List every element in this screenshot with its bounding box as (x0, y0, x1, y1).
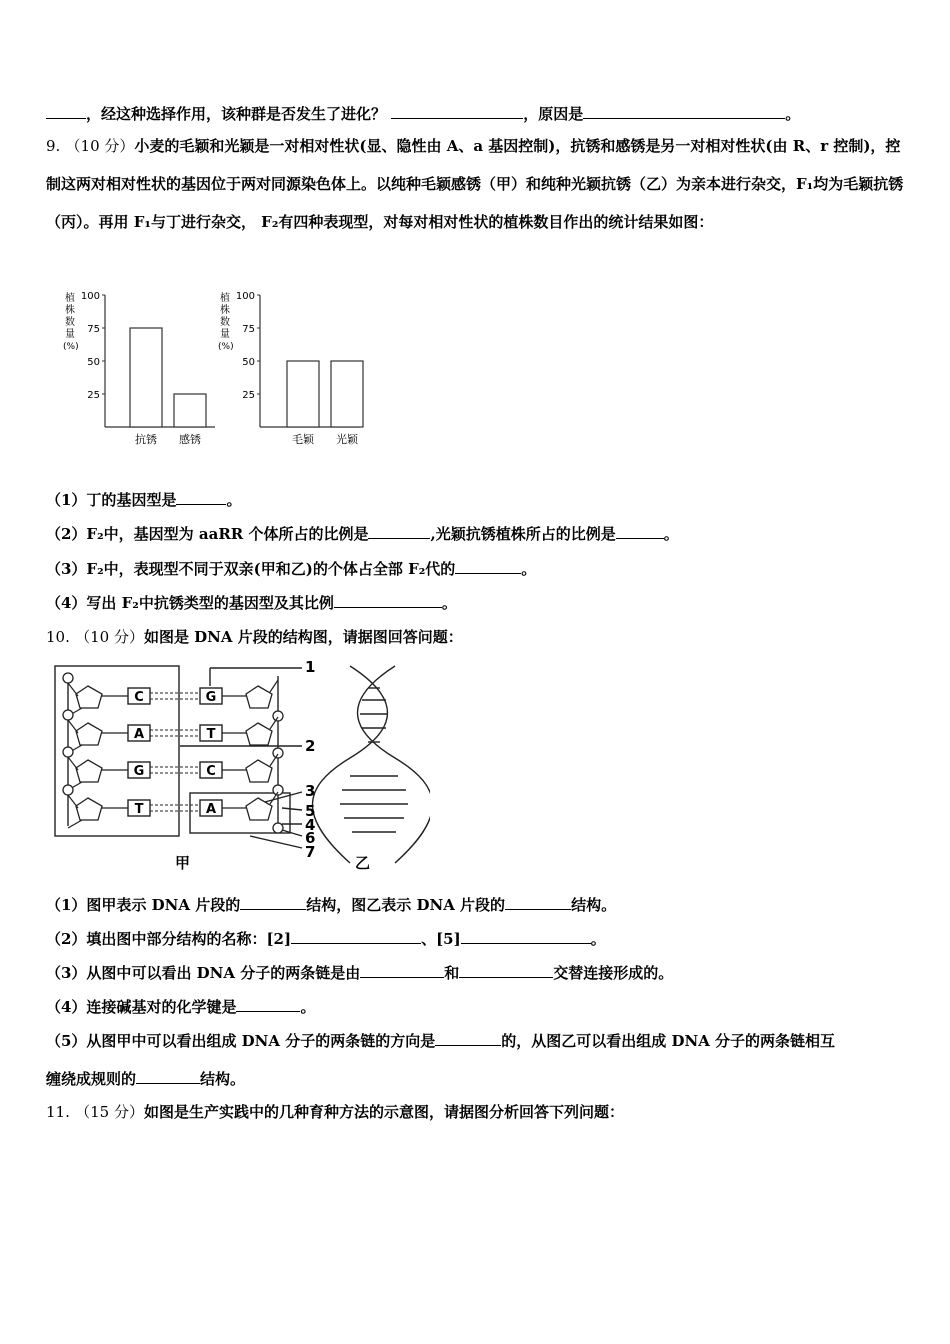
base-letter-right: A (205, 802, 217, 817)
phosphate-icon (273, 823, 283, 833)
base-letter-left: G (133, 764, 145, 779)
helix-strand-a (313, 666, 388, 863)
deoxyribose-icon (76, 760, 102, 782)
q10-sub2: （2）填出图中部分结构的名称：[2] 、[5] 。 (46, 930, 606, 948)
q10-sub5-blank-2[interactable] (136, 1069, 200, 1084)
q11-stem (46, 1102, 624, 1122)
q10-sub3: （3）从图中可以看出 DNA 分子的两条链是由 和 交替连接形成的。 (46, 964, 674, 982)
q9-sub3: （3）F₂中，表现型不同于双亲(甲和乙)的个体占全部 F₂代的 。 (46, 560, 537, 578)
phosphate-icon (63, 710, 73, 720)
bond-line (270, 680, 278, 692)
q10-sub4-blank[interactable] (236, 997, 300, 1012)
chart-glume-type (218, 291, 363, 446)
helix-strand-b (358, 666, 431, 863)
y-tick-label: 25 (242, 390, 255, 401)
q9-sub2: （2）F₂中，基因型为 aaRR 个体所占的比例是 ,光颖抗锈植株所占的比例是 。 (46, 525, 679, 543)
callout-3: 3 (305, 782, 316, 800)
bar (287, 361, 319, 427)
x-tick-label: 感锈 (179, 433, 201, 446)
callout-6: 6 (305, 829, 316, 847)
q11-text: 如图是生产实践中的几种育种方法的示意图，请据图分析回答下列问题： (143, 1103, 624, 1121)
deoxyribose-icon (76, 686, 102, 708)
q8-blank-3[interactable] (583, 104, 785, 119)
y-axis-unit: (%) (63, 342, 79, 352)
q8-blank-2[interactable] (391, 104, 523, 119)
x-tick-label: 抗锈 (135, 433, 157, 446)
q10-sub4: （4）连接碱基对的化学键是 。 (46, 998, 316, 1016)
q9-text: 小麦的毛颖和光颖是一对相对性状(显、隐性由 A、a 基因控制)，抗锈和感锈是另一对相对性状(由 R、r 控制)，控制这两对相对性状的基因位于两对同源染色体上。以纯种毛颖感锈（甲）和纯种光颖抗锈（乙）为亲本进行杂交，F₁均为毛颖抗锈（丙）。再用 F₁与丁进行杂交， F₂有四种表现型，对每对相对性状的植株数目作出的统计结果如图： (46, 137, 904, 231)
y-axis-label-char: 株 (65, 305, 75, 316)
y-axis-label-char: 量 (65, 329, 75, 340)
bond-line (68, 720, 78, 733)
q9-sub4-blank[interactable] (334, 593, 442, 608)
q9-stem (46, 127, 906, 241)
bond-line (68, 683, 78, 696)
y-tick-label: 25 (87, 390, 100, 401)
q10-sub5-line1: （5）从图甲中可以看出组成 DNA 分子的两条链的方向是 的，从图乙可以看出组成 DNA 分子的两条链相互 (46, 1032, 836, 1050)
q9-charts (55, 285, 385, 450)
deoxyribose-icon (76, 798, 102, 820)
deoxyribose-icon (76, 723, 102, 745)
y-tick-label: 50 (242, 357, 255, 368)
q9-sub2-blank-2[interactable] (616, 524, 664, 539)
y-tick-label: 100 (235, 291, 255, 302)
phosphate-icon (63, 747, 73, 757)
y-axis-label-char: 数 (220, 317, 230, 328)
phosphate-icon (273, 785, 283, 795)
callout-1: 1 (305, 658, 316, 676)
q10-score: （10 分） (75, 628, 144, 646)
q9-sub3-blank[interactable] (455, 559, 521, 574)
x-tick-label: 毛颖 (292, 433, 314, 446)
y-tick-label: 100 (80, 291, 100, 302)
y-axis-label-char: 数 (65, 317, 75, 328)
q10-sub3-blank-2[interactable] (459, 963, 553, 978)
label-jia: 甲 (175, 854, 191, 872)
q10-sub3-blank-1[interactable] (360, 963, 444, 978)
x-tick-label: 光颖 (336, 433, 358, 446)
y-axis-unit: (%) (218, 342, 234, 352)
q10-sub1-blank-1[interactable] (240, 895, 306, 910)
phosphate-icon (63, 785, 73, 795)
q10-sub2-blank-2[interactable] (461, 929, 591, 944)
q9-sub1: （1）丁的基因型是 。 (46, 491, 242, 509)
y-axis-label-char: 量 (220, 329, 230, 340)
dna-figure (50, 658, 430, 873)
q10-sub1: （1）图甲表示 DNA 片段的 结构，图乙表示 DNA 片段的 结构。 (46, 896, 617, 914)
bar (174, 394, 206, 427)
y-tick-label: 50 (87, 357, 100, 368)
bar (331, 361, 363, 427)
bond-line (68, 795, 78, 808)
bond-line (68, 820, 82, 828)
base-letter-left: C (134, 690, 144, 705)
deoxyribose-icon (246, 686, 272, 708)
q10-sub5-line2: 缠绕成规则的 结构。 (46, 1070, 246, 1088)
base-letter-left: A (133, 727, 145, 742)
q8-blank-1[interactable] (46, 104, 86, 119)
q11-number: 11. (46, 1103, 70, 1121)
q9-score: （10 分） (65, 137, 135, 155)
label-yi: 乙 (355, 854, 371, 872)
base-letter-right: T (206, 727, 216, 742)
callout-5: 5 (305, 802, 316, 820)
q10-stem (46, 627, 463, 647)
q9-number: 9. (46, 137, 61, 155)
deoxyribose-icon (246, 760, 272, 782)
base-letter-left: T (134, 802, 144, 817)
q10-sub2-blank-1[interactable] (291, 929, 421, 944)
q9-sub4: （4）写出 F₂中抗锈类型的基因型及其比例 。 (46, 594, 457, 612)
callout-7: 7 (305, 843, 316, 861)
bond-line (68, 757, 78, 770)
q11-score: （15 分） (75, 1103, 144, 1121)
bar (130, 328, 162, 427)
q10-number: 10. (46, 628, 70, 646)
base-letter-right: G (205, 690, 217, 705)
base-letter-right: C (206, 764, 216, 779)
q10-text: 如图是 DNA 片段的结构图，请据图回答问题： (143, 628, 463, 646)
y-tick-label: 75 (87, 324, 100, 335)
y-axis-label-char: 植 (65, 293, 75, 304)
phosphate-icon (273, 748, 283, 758)
phosphate-icon (63, 673, 73, 683)
phosphate-icon (273, 711, 283, 721)
y-axis-label-char: 植 (220, 293, 230, 304)
q9-sub1-blank[interactable] (176, 490, 226, 505)
q10-sub1-blank-2[interactable] (505, 895, 571, 910)
chart-rust-resistance (63, 291, 215, 446)
deoxyribose-icon (246, 723, 272, 745)
callout-4: 4 (305, 816, 316, 834)
callout-2: 2 (305, 737, 316, 755)
y-axis-label-char: 株 (220, 305, 230, 316)
q8-tail-line: ，经这种选择作用，该种群是否发生了进化？ ，原因是 。 (46, 104, 800, 124)
q10-sub5-blank-1[interactable] (435, 1031, 501, 1046)
y-tick-label: 75 (242, 324, 255, 335)
q9-sub2-blank-1[interactable] (368, 524, 430, 539)
